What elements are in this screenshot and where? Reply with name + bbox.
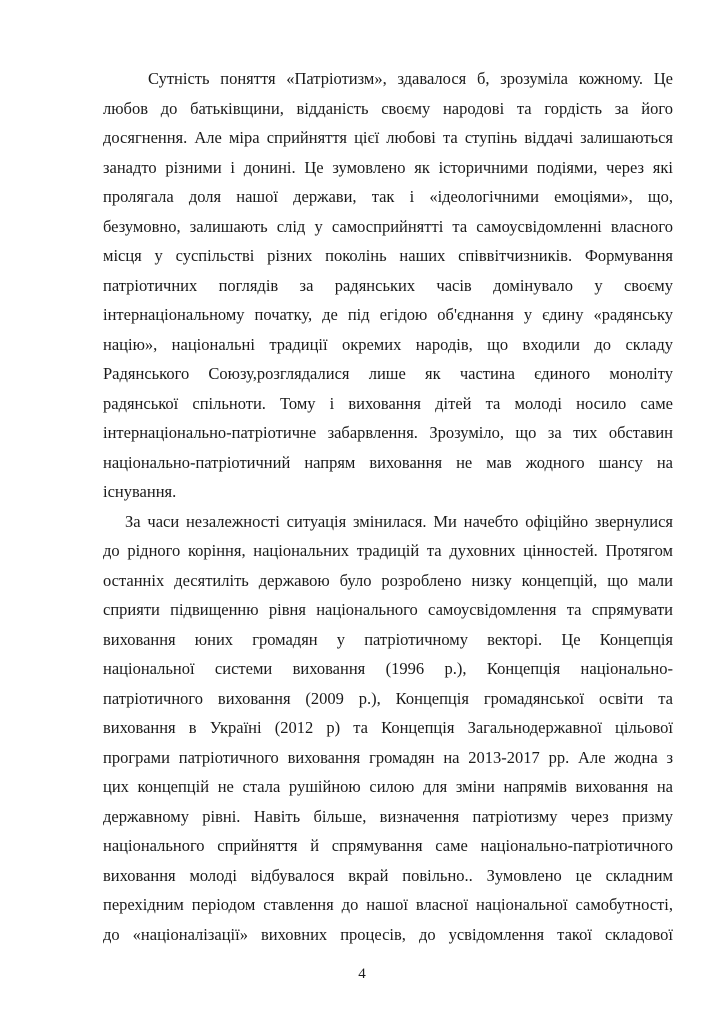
text-line: безумовно, залишають слід у самосприйнятті та самоусвідомленні власного — [103, 216, 673, 236]
text-line: інтернаціональному початку, де під егідою об'єднання у єдину «радянську — [103, 305, 673, 324]
text-line: до рідного коріння, національних традицій та духовних цінностей. Протягом — [103, 541, 673, 560]
text-line: національної системи виховання (1996 р.), Концепція національно- — [103, 659, 673, 678]
text-line: Сутність поняття «Патріотизм», здавалося б, зрозуміла кожному. Це — [148, 69, 673, 88]
text-line: цих концепцій не стала рушійною силою для зміни напрямів виховання на — [103, 777, 673, 796]
text-line: досягнення. Але міра сприйняття цієї любові та ступінь віддачі залишаються — [103, 128, 673, 147]
text-line: інтернаціонально-патріотичне забарвлення. Зрозуміло, що за тих обставин — [103, 423, 673, 442]
text-line: національно-патріотичний напрям виховання не мав жодного шансу на — [103, 452, 673, 472]
text-line: останніх десятиліть державою було розроблено низку концепцій, що мали — [103, 570, 673, 590]
text-line: сприяти підвищенню рівня національного самоусвідомлення та спрямувати — [103, 600, 673, 619]
text-line: любов до батьківщини, відданість своєму народові та гордість за його — [103, 98, 673, 118]
page-number: 4 — [358, 966, 366, 982]
text-line: занадто різними і донині. Це зумовлено як історичними подіями, через які — [103, 157, 673, 177]
text-line: виховання юних громадян у патріотичному векторі. Це Концепція — [103, 629, 673, 649]
text-line: програми патріотичного виховання громадян на 2013-2017 рр. Але жодна з — [103, 747, 673, 767]
text-line: місця у суспільстві різних поколінь наших співвітчизників. Формування — [103, 246, 673, 265]
text-line: державному рівні. Навіть більше, визначення патріотизму через призму — [103, 806, 673, 826]
text-line: перехідним періодом ставлення до нашої власної національної самобутності, — [103, 895, 673, 914]
text-line: існування. — [103, 482, 177, 501]
text-line: виховання молоді відбувалося вкрай повільно.. Зумовлено це складним — [103, 865, 673, 885]
text-line: патріотичного виховання (2009 р.), Концепція громадянської освіти та — [103, 688, 673, 708]
text-line: радянської спільноти. Тому і виховання дітей та молоді носило саме — [103, 393, 673, 413]
text-line: націю», національні традиції окремих народів, що входили до складу — [103, 334, 673, 354]
paragraph — [103, 507, 673, 950]
text-line: виховання в Україні (2012 р) та Концепція Загальнодержавної цільової — [103, 718, 673, 737]
body-text — [103, 64, 673, 949]
text-line: Радянського Союзу,розглядалися лише як частина єдиного моноліту — [103, 364, 673, 383]
text-line: патріотичних поглядів за радянських часів домінувало у своєму — [103, 275, 673, 295]
text-line: пролягала доля нашої держави, так і «ідеологічними емоціями», що, — [103, 187, 673, 206]
text-line: до «націоналізації» виховних процесів, до усвідомлення такої складової — [103, 924, 673, 944]
text-line: національного сприйняття й спрямування саме національно-патріотичного — [103, 836, 673, 855]
text-line: За часи незалежності ситуація змінилася. Ми начебто офіційно звернулися — [125, 511, 673, 531]
paragraph — [103, 64, 673, 507]
